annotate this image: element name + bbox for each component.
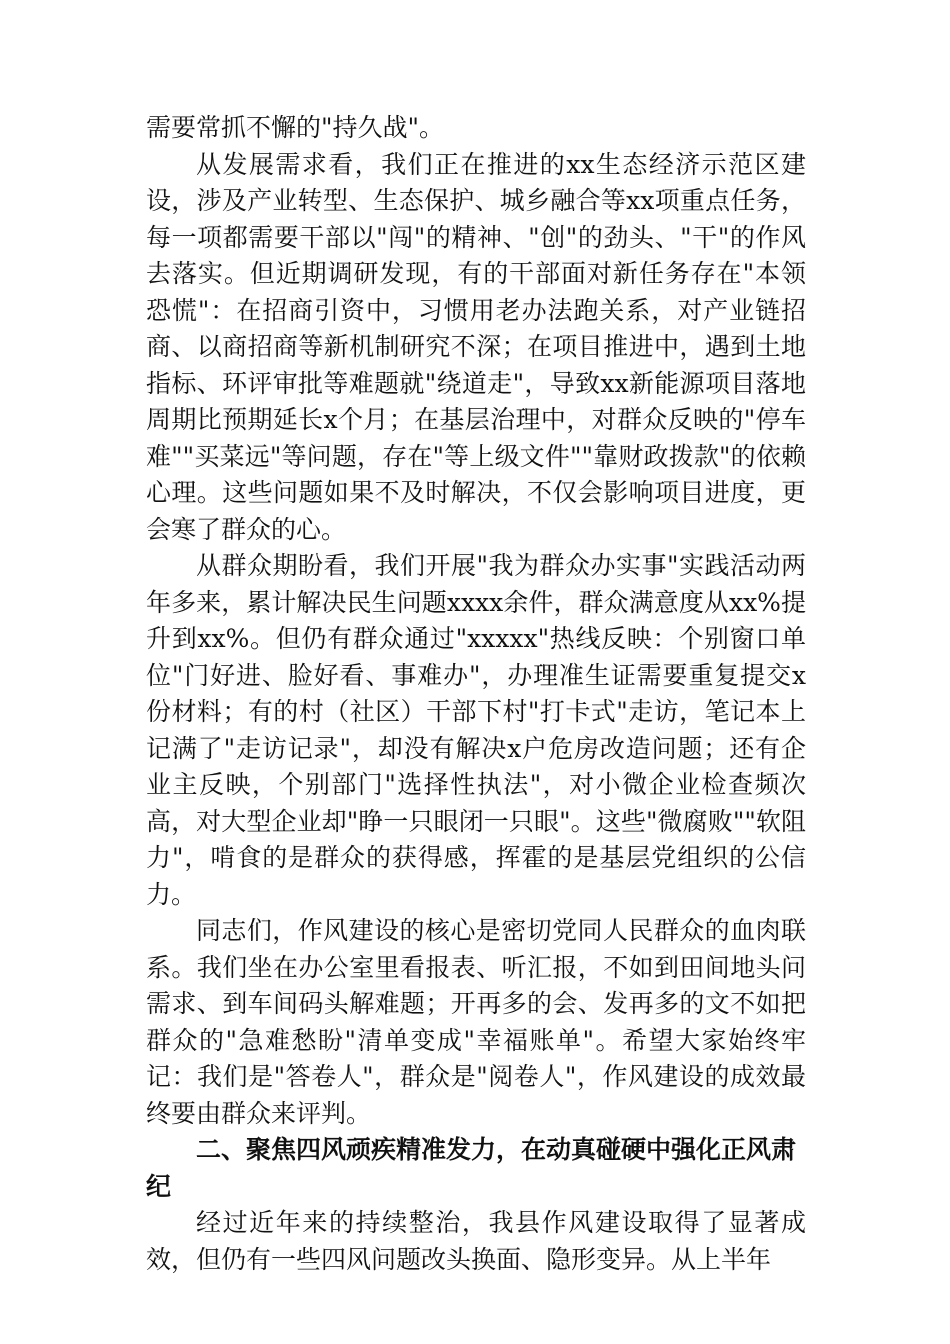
section-heading: 二、聚焦四风顽疾精准发力，在动真碰硬中强化正风肃纪 (146, 1135, 797, 1201)
paragraph-development-needs: 从发展需求看，我们正在推进的xx生态经济示范区建设，涉及产业转型、生态保护、城乡融合等xx项重点任务，每一项都需要干部以"闯"的精神、"创"的劲头、"干"的作风去落实。但近期调研发现，有的干部面对新任务存在"本领恐慌"：在招商引资中，习惯用老办法跑关系，对产业链招商、以商招商等新机制研究不深；在项目推进中，遇到土地指标、环评审批等难题就"绕道走"，导致xx新能源项目落地周期比预期延长x个月；在基层治理中，对群众反映的"停车难""买菜远"等问题，存在"等上级文件""靠财政拨款"的依赖心理。这些问题如果不及时解决，不仅会影响项目进度，更会寒了群众的心。 (146, 149, 806, 544)
paragraph-comrades: 同志们，作风建设的核心是密切党同人民群众的血肉联系。我们坐在办公室里看报表、听汇报，不如到田间地头问需求、到车间码头解难题；开再多的会、发再多的文不如把群众的"急难愁盼"清单变成"幸福账单"。希望大家始终牢记：我们是"答卷人"，群众是"阅卷人"，作风建设的成效最终要由群众来评判。 (146, 916, 806, 1128)
paragraph-rectification: 经过近年来的持续整治，我县作风建设取得了显著成效，但仍有一些四风问题改头换面、隐形变异。从上半年 (146, 1208, 806, 1274)
paragraph-masses-expectations: 从群众期盼看，我们开展"我为群众办实事"实践活动两年多来，累计解决民生问题xxxx余件，群众满意度从xx%提升到xx%。但仍有群众通过"xxxxx"热线反映：个别窗口单位"门好进、脸好看、事难办"，办理准生证需要重复提交x份材料；有的村（社区）干部下村"打卡式"走访，笔记本上记满了"走访记录"，却没有解决x户危房改造问题；还有企业主反映，个别部门"选择性执法"，对小微企业检查频次高，对大型企业却"睁一只眼闭一只眼"。这些"微腐败""软阻力"，啃食的是群众的获得感，挥霍的是基层党组织的公信力。 (146, 551, 806, 909)
paragraph-continuation: 需要常抓不懈的"持久战"。 (146, 113, 444, 142)
document-page (146, 110, 806, 1278)
